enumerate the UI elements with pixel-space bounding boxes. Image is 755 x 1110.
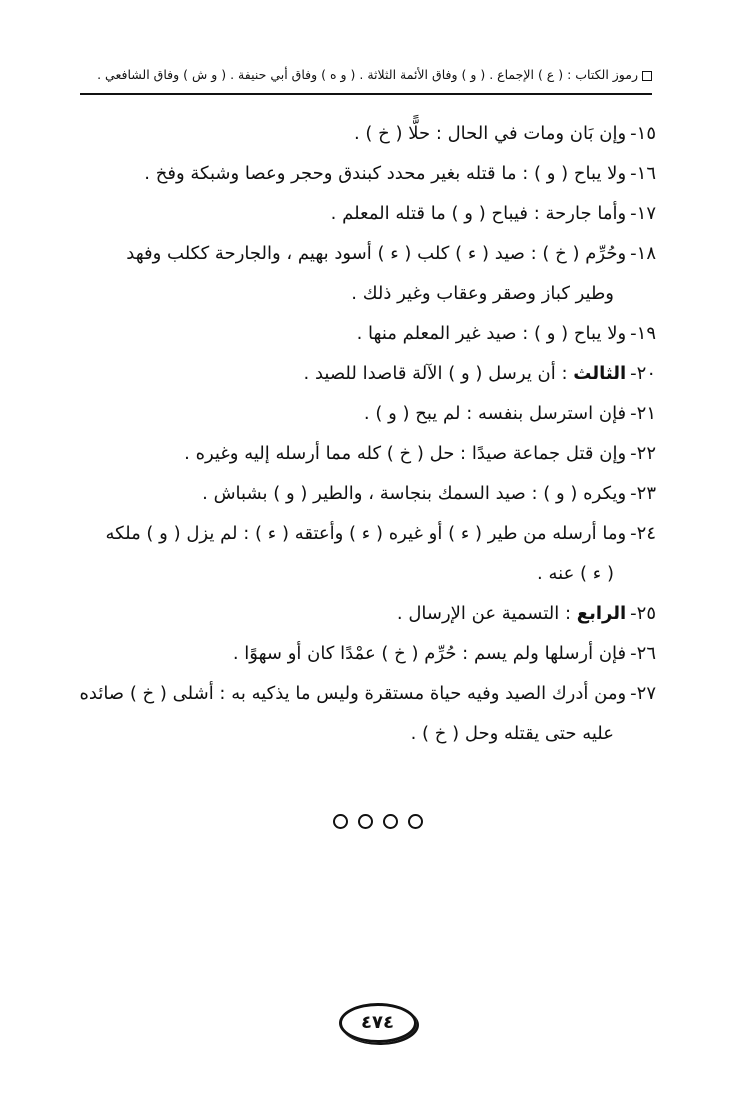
text-line <box>72 474 656 514</box>
header-text: رموز الكتاب : ( ع ) الإجماع . ( و ) وفاق الأئمة الثلاثة . ( و ه ) وفاق أبي حنيفة . ( و ش ) وفاق الشافعي . <box>97 67 638 82</box>
line-text: وحُرِّم ( خ ) : صيد ( ء ) كلب ( ء ) أسود بهيم ، والجارحة ككلب وفهد <box>126 243 627 264</box>
running-header <box>80 64 652 86</box>
item-number: ٢٢- <box>630 443 656 464</box>
item-number: ١٨- <box>630 243 656 264</box>
text-line <box>72 674 656 714</box>
page-footer <box>0 1003 755 1043</box>
line-text: فإن استرسل بنفسه : لم يبح ( و ) . <box>363 403 627 424</box>
body-text <box>72 114 656 754</box>
line-text: وإن قتل جماعة صيدًا : حل ( خ ) كله مما أرسله إليه وغيره . <box>184 443 627 464</box>
item-number: ٢٠- <box>630 363 656 384</box>
item-number: ١٦- <box>630 163 656 184</box>
item-number: ٢١- <box>630 403 656 424</box>
line-text: : التسمية عن الإرسال . <box>396 603 572 624</box>
text-line <box>72 194 656 234</box>
line-text: وطير كباز وصقر وعقاب وغير ذلك . <box>351 283 614 304</box>
text-line <box>72 514 656 554</box>
line-text: ( ء ) عنه . <box>537 563 614 584</box>
line-text: ومن أدرك الصيد وفيه حياة مستقرة وليس ما يذكيه به : أشلى ( خ ) صائده <box>79 683 627 704</box>
item-number: ٢٦- <box>630 643 656 664</box>
item-number: ٢٧- <box>630 683 656 704</box>
item-number: ٢٣- <box>630 483 656 504</box>
text-line <box>72 634 656 674</box>
line-text: وما أرسله من طير ( ء ) أو غيره ( ء ) وأعتقه ( ء ) : لم يزل ( و ) ملكه <box>105 523 627 544</box>
text-line <box>72 314 656 354</box>
line-text: وإن بَان ومات في الحال : حلًّا ( خ ) . <box>353 123 627 144</box>
text-line-continuation <box>72 274 656 314</box>
section-heading: الثالث <box>573 363 627 384</box>
section-separator <box>0 814 755 833</box>
circle-ornament-icon <box>358 814 373 829</box>
item-number: ١٥- <box>630 123 656 144</box>
text-line <box>72 234 656 274</box>
line-text: ولا يباح ( و ) : صيد غير المعلم منها . <box>356 323 627 344</box>
circle-ornament-icon <box>408 814 423 829</box>
line-text: ويكره ( و ) : صيد السمك بنجاسة ، والطير ( و ) بشباش . <box>202 483 627 504</box>
item-number: ١٩- <box>630 323 656 344</box>
line-text: عليه حتى يقتله وحل ( خ ) . <box>410 723 614 744</box>
line-text: وأما جارحة : فيباح ( و ) ما قتله المعلم . <box>330 203 627 224</box>
text-line <box>72 434 656 474</box>
header-rule <box>80 93 652 95</box>
text-line <box>72 154 656 194</box>
page-number: ٤٧٤ <box>339 1003 417 1043</box>
circle-ornament-icon <box>383 814 398 829</box>
text-line-continuation <box>72 554 656 594</box>
square-bullet-icon <box>642 71 652 81</box>
text-line <box>72 114 656 154</box>
text-line <box>72 394 656 434</box>
line-text: ولا يباح ( و ) : ما قتله بغير محدد كبندق وحجر وعصا وشبكة وفخ . <box>144 163 627 184</box>
item-number: ٢٤- <box>630 523 656 544</box>
circle-ornament-icon <box>333 814 348 829</box>
text-line-continuation <box>72 714 656 754</box>
text-line <box>72 354 656 394</box>
text-line <box>72 594 656 634</box>
item-number: ١٧- <box>630 203 656 224</box>
section-heading: الرابع <box>576 603 627 624</box>
line-text: فإن أرسلها ولم يسم : حُرِّم ( خ ) عمْدًا كان أو سهوًا . <box>232 643 627 664</box>
line-text: : أن يرسل ( و ) الآلة قاصدا للصيد . <box>303 363 568 384</box>
item-number: ٢٥- <box>630 603 656 624</box>
